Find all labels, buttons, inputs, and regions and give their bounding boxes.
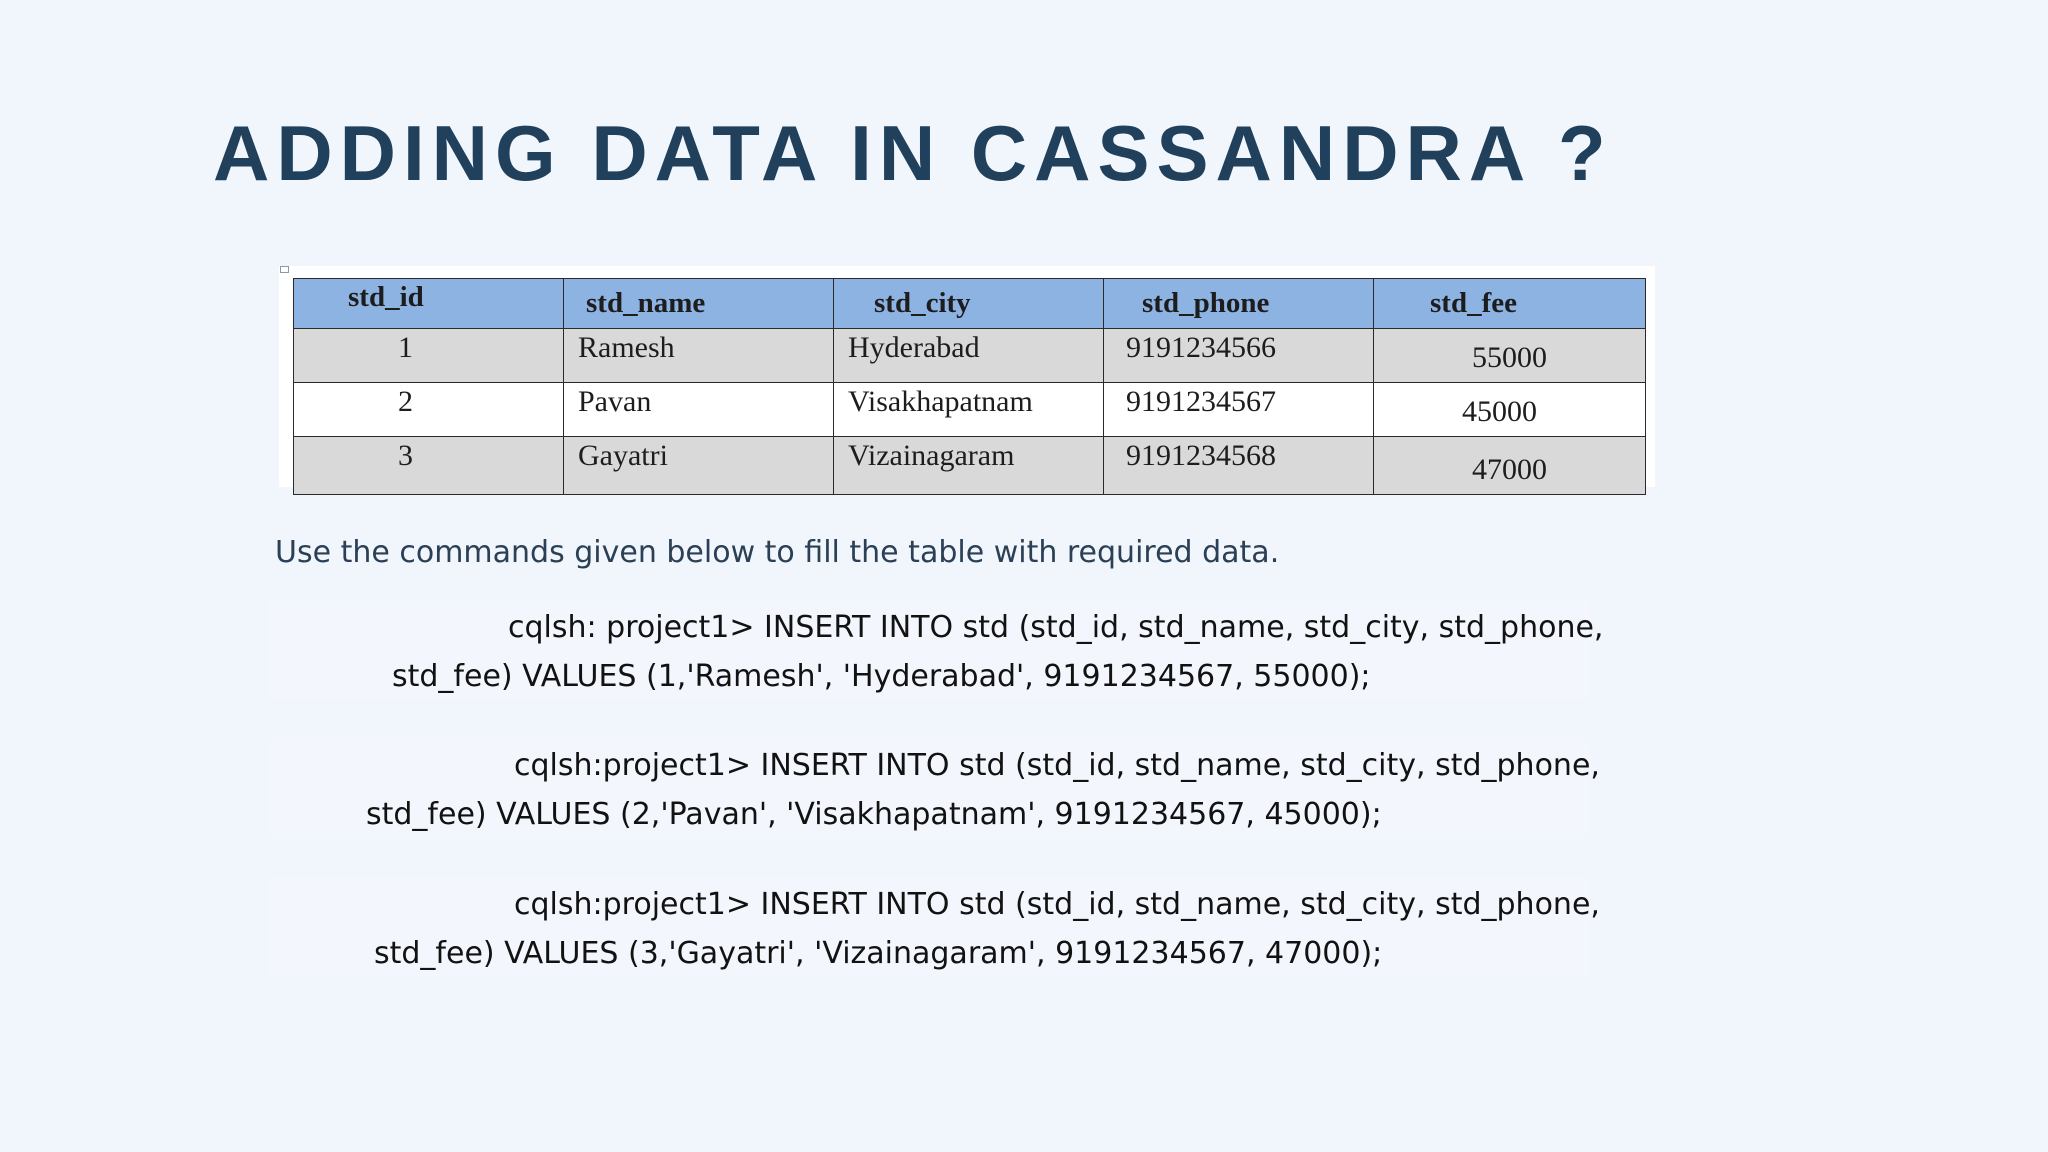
command-line: std_fee) VALUES (2,'Pavan', 'Visakhapatnam', 9191234567, 45000); (366, 797, 1382, 832)
command-line: std_fee) VALUES (1,'Ramesh', 'Hyderabad', 9191234567, 55000); (392, 659, 1371, 694)
table-anchor-icon (280, 266, 289, 273)
student-table (293, 278, 1646, 495)
cell-std-phone: 9191234567 (1104, 383, 1374, 437)
command-line: cqlsh:project1> INSERT INTO std (std_id, std_name, std_city, std_phone, (514, 748, 1600, 783)
column-header-std-id: std_id (294, 279, 564, 329)
cell-std-city: Vizainagaram (834, 437, 1104, 495)
column-header-std-phone: std_phone (1104, 279, 1374, 329)
instruction-text: Use the commands given below to fill the table with required data. (275, 535, 1280, 570)
cell-std-phone: 9191234568 (1104, 437, 1374, 495)
cell-std-city: Visakhapatnam (834, 383, 1104, 437)
cell-std-fee: 55000 (1374, 329, 1646, 383)
cell-std-id: 3 (294, 437, 564, 495)
cell-std-name: Pavan (564, 383, 834, 437)
cell-std-fee: 47000 (1374, 437, 1646, 495)
column-header-std-fee: std_fee (1374, 279, 1646, 329)
cell-std-city: Hyderabad (834, 329, 1104, 383)
cell-std-id: 2 (294, 383, 564, 437)
cell-std-name: Ramesh (564, 329, 834, 383)
insert-command-3 (270, 877, 1600, 977)
cell-std-fee: 45000 (1374, 383, 1646, 437)
command-line: std_fee) VALUES (3,'Gayatri', 'Vizainagaram', 9191234567, 47000); (374, 936, 1383, 971)
table-row (294, 329, 1646, 383)
insert-command-1 (270, 600, 1604, 700)
table-header-row (294, 279, 1646, 329)
table-row (294, 437, 1646, 495)
table-row (294, 383, 1646, 437)
column-header-std-city: std_city (834, 279, 1104, 329)
cell-std-name: Gayatri (564, 437, 834, 495)
command-line: cqlsh:project1> INSERT INTO std (std_id, std_name, std_city, std_phone, (514, 887, 1600, 922)
slide-title: ADDING DATA IN CASSANDRA ? (213, 109, 1613, 197)
insert-command-2 (270, 738, 1600, 838)
column-header-std-name: std_name (564, 279, 834, 329)
student-table-image (279, 266, 1655, 487)
command-line: cqlsh: project1> INSERT INTO std (std_id, std_name, std_city, std_phone, (508, 610, 1604, 645)
cell-std-id: 1 (294, 329, 564, 383)
cell-std-phone: 9191234566 (1104, 329, 1374, 383)
